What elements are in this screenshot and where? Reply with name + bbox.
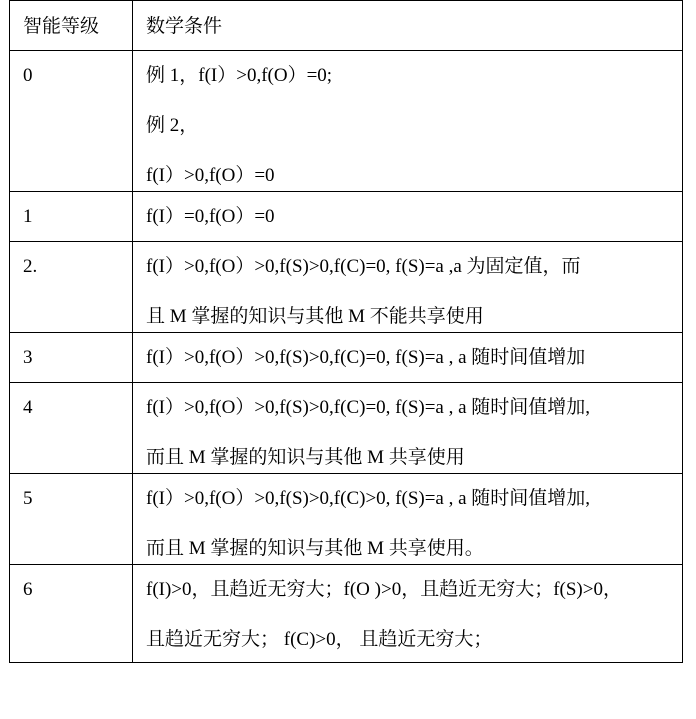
level-cell: 3 (10, 333, 133, 383)
condition-cell (133, 565, 683, 663)
condition-line: f(I）>0,f(O）=0 (146, 165, 275, 186)
level-cell: 6 (10, 565, 133, 663)
condition-line: f(I）>0,f(O）>0,f(S)>0,f(C)=0, f(S)=a , a 随时间值增加, (146, 397, 591, 418)
table-row (10, 565, 683, 663)
header-condition: 数学条件 (133, 1, 683, 51)
condition-line: 且 M 掌握的知识与其他 M 不能共享使用 (146, 306, 484, 327)
header-row (10, 1, 683, 51)
level-cell: 1 (10, 192, 133, 242)
condition-line: f(I）=0,f(O）=0 (146, 206, 275, 227)
condition-line: 而且 M 掌握的知识与其他 M 共享使用 (146, 447, 465, 468)
table-row (10, 192, 683, 242)
condition-line: f(I）>0,f(O）>0,f(S)>0,f(C)=0, f(S)=a ,a 为固定值，而 (146, 256, 581, 277)
level-cell: 2. (10, 242, 133, 333)
level-cell: 4 (10, 383, 133, 474)
condition-line: f(I）>0,f(O）>0,f(S)>0,f(C)>0, f(S)=a , a 随时间值增加, (146, 488, 591, 509)
condition-cell (133, 474, 683, 565)
level-cell: 0 (10, 51, 133, 192)
table-row (10, 51, 683, 192)
condition-line: f(I）>0,f(O）>0,f(S)>0,f(C)=0, f(S)=a , a 随时间值增加 (146, 347, 586, 368)
condition-cell (133, 51, 683, 192)
condition-cell (133, 242, 683, 333)
condition-cell (133, 333, 683, 383)
condition-line: 例 1，f(I）>0,f(O）=0; (146, 65, 333, 86)
table-row (10, 333, 683, 383)
condition-line: 例 2， (146, 115, 199, 136)
level-cell: 5 (10, 474, 133, 565)
condition-line: 且趋近无穷大； f(C)>0， 且趋近无穷大； (146, 629, 493, 650)
header-level: 智能等级 (10, 1, 133, 51)
table-row (10, 474, 683, 565)
intelligence-level-table (9, 0, 683, 663)
table-row (10, 383, 683, 474)
condition-line: f(I)>0，且趋近无穷大；f(O )>0，且趋近无穷大；f(S)>0， (146, 579, 622, 600)
condition-cell (133, 383, 683, 474)
condition-line: 而且 M 掌握的知识与其他 M 共享使用。 (146, 538, 484, 559)
table-row (10, 242, 683, 333)
condition-cell (133, 192, 683, 242)
